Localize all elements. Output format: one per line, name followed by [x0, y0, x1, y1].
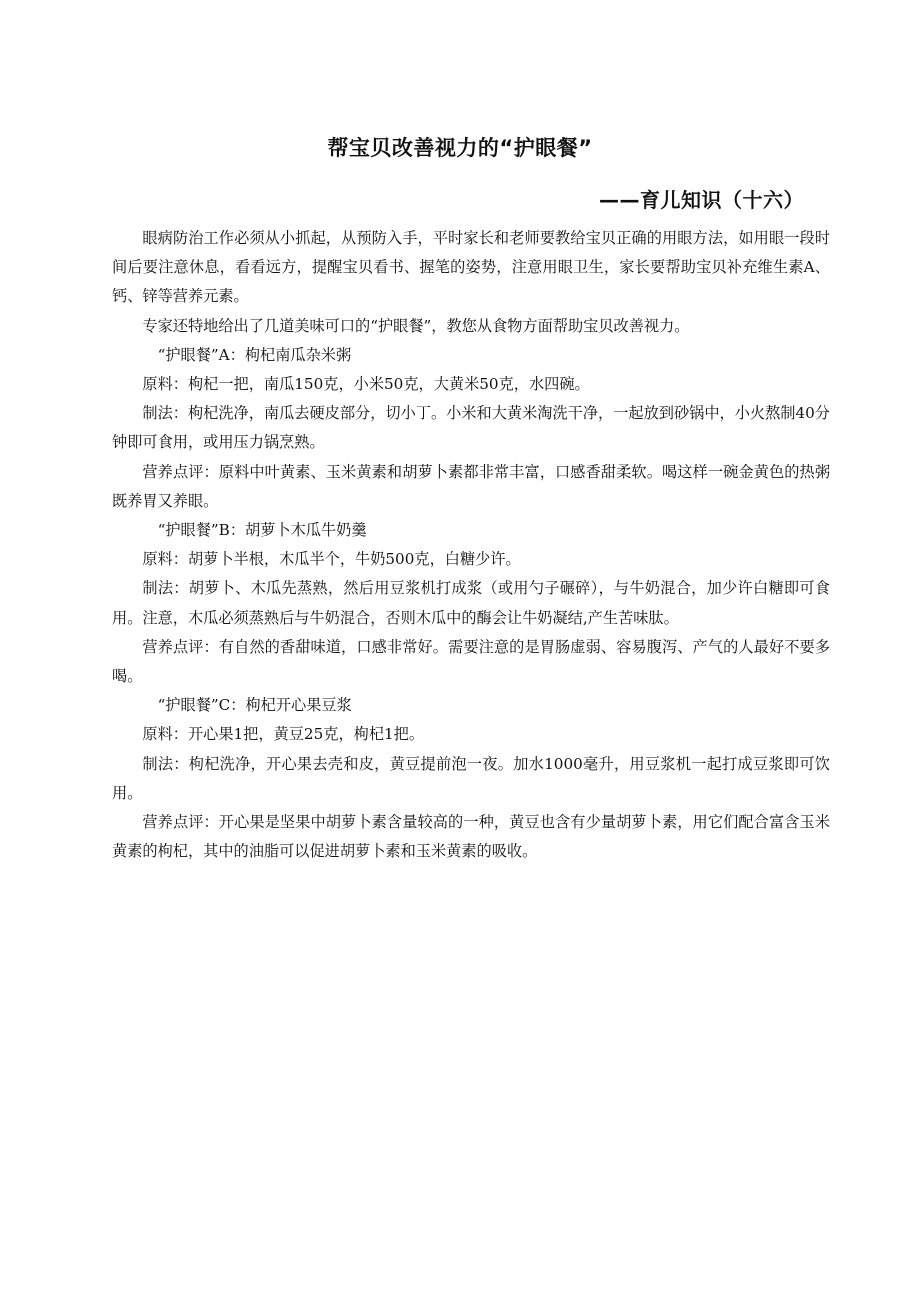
recipe-a-nutrition: 营养点评：原料中叶黄素、玉米黄素和胡萝卜素都非常丰富，口感香甜柔软。喝这样一碗金黄色的热粥既养胃又养眼。	[112, 462, 830, 510]
recipe-b-heading: “护眼餐”B：胡萝卜木瓜牛奶羹	[157, 521, 367, 540]
recipe-a-ingredients: 原料：枸杞一把，南瓜150克，小米50克，大黄米50克，水四碗。	[142, 375, 590, 394]
article-body	[112, 224, 830, 866]
page-subtitle: ——育儿知识（十六）	[599, 188, 804, 212]
intro-paragraph: 眼病防治工作必须从小抓起，从预防入手，平时家长和老师要教给宝贝正确的用眼方法，如用眼一段时间后要注意休息，看看远方，提醒宝贝看书、握笔的姿势，注意用眼卫生，家长要帮助宝贝补充维生素A、钙、锌等营养元素。	[112, 229, 830, 306]
recipe-a-method: 制法：枸杞洗净，南瓜去硬皮部分，切小丁。小米和大黄米淘洗干净，一起放到砂锅中，小火熬制40分钟即可食用，或用压力锅烹熟。	[112, 404, 830, 452]
recipe-c-heading: “护眼餐”C：枸杞开心果豆浆	[157, 696, 352, 715]
recommendation-paragraph: 专家还特地给出了几道美味可口的“护眼餐”，教您从食物方面帮助宝贝改善视力。	[142, 316, 690, 335]
page-title: 帮宝贝改善视力的“护眼餐”	[327, 136, 593, 160]
recipe-c-ingredients: 原料：开心果1把，黄豆25克，枸杞1把。	[142, 725, 425, 744]
recipe-b-ingredients: 原料：胡萝卜半根，木瓜半个，牛奶500克，白糖少许。	[142, 550, 521, 569]
recipe-c-method: 制法：枸杞洗净，开心果去壳和皮，黄豆提前泡一夜。加水1000毫升，用豆浆机一起打成豆浆即可饮用。	[112, 754, 830, 802]
recipe-c-nutrition: 营养点评：开心果是坚果中胡萝卜素含量较高的一种，黄豆也含有少量胡萝卜素，用它们配合富含玉米黄素的枸杞，其中的油脂可以促进胡萝卜素和玉米黄素的吸收。	[112, 813, 830, 861]
recipe-a-heading: “护眼餐”A：枸杞南瓜杂米粥	[157, 345, 352, 364]
recipe-b-method: 制法：胡萝卜、木瓜先蒸熟，然后用豆浆机打成浆（或用勺子碾碎），与牛奶混合，加少许白糖即可食用。注意，木瓜必须蒸熟后与牛奶混合，否则木瓜中的酶会让牛奶凝结,产生苦味肽。	[112, 579, 830, 627]
recipe-b-nutrition: 营养点评：有自然的香甜味道，口感非常好。需要注意的是胃肠虚弱、容易腹泻、产气的人最好不要多喝。	[112, 637, 830, 686]
